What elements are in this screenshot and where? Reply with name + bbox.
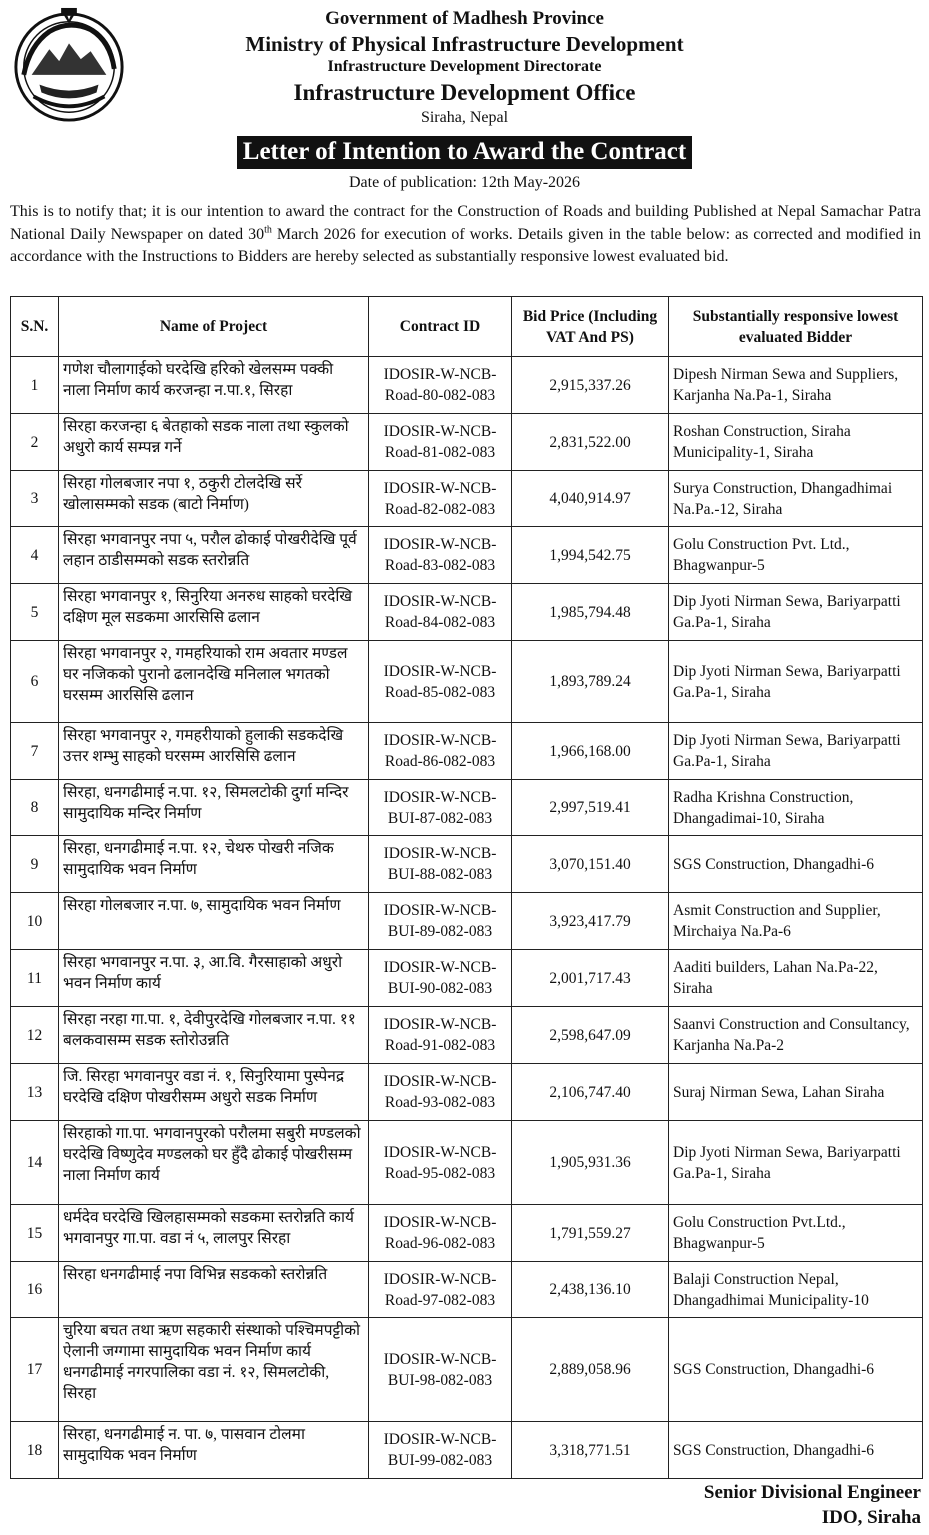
- publication-date: Date of publication: 12th May-2026: [348, 174, 581, 191]
- table-row: [11, 1318, 923, 1422]
- bid-price-cell: 2,831,522.00: [512, 414, 669, 471]
- bidder-cell: Golu Construction Pvt.Ltd., Bhagwanpur-5: [669, 1205, 923, 1262]
- project-name-cell: सिरहाको गा.पा. भगवानपुरको परौलमा सबुरी मण्डलको घरदेखि विष्णुदेव मण्डलको घर हुँदै ढोकाई पोखरीसम्म नाला निर्माण कार्य: [59, 1121, 369, 1205]
- contract-id-cell: IDOSIR-W-NCB-Road-84-082-083: [369, 584, 512, 641]
- intro-date-suffix: th: [264, 224, 272, 236]
- project-name-cell: सिरहा भगवानपुर नपा ५, परौल ढोकाई पोखरीदेखि पूर्व लहान ठाडीसम्मको सडक स्तरोन्नति: [59, 527, 369, 584]
- table-row: [11, 1121, 923, 1205]
- table-row: [11, 584, 923, 641]
- project-name-cell: चुरिया बचत तथा ऋण सहकारी संस्थाको पश्चिमपट्टीको ऐलानी जग्गामा सामुदायिक भवन निर्माण कार्य धनगढीमाई नगरपालिका वडा नं. १२, सिमलटोकी, सिरहा: [59, 1318, 369, 1422]
- bid-price-cell: 1,905,931.36: [512, 1121, 669, 1205]
- bidder-cell: Dipesh Nirman Sewa and Suppliers, Karjanha Na.Pa-1, Siraha: [669, 357, 923, 414]
- contract-id-cell: IDOSIR-W-NCB-BUI-89-082-083: [369, 893, 512, 950]
- government-name: Government of Madhesh Province: [325, 8, 604, 29]
- serial-number-cell: 12: [11, 1007, 59, 1064]
- bidder-cell: Radha Krishna Construction, Dhangadimai-10, Siraha: [669, 780, 923, 836]
- project-name-cell: सिरहा भगवानपुर २, गमहरीयाको हुलाकी सडकदेखि उत्तर शम्भु साहको घरसम्म आरसिसि ढलान: [59, 723, 369, 780]
- serial-number-cell: 16: [11, 1262, 59, 1318]
- project-name-cell: गणेश चौलागाईको घरदेखि हरिको खेलसम्म पक्की नाला निर्माण कार्य करजन्हा न.पा.१, सिरहा: [59, 357, 369, 414]
- intro-text-end: March 2026 for execution of works. Details given in the table below: as corrected and modified in accordance with the Instructions to Bidders are hereby selected as substantially responsive lowest evaluated bid.: [10, 225, 921, 265]
- contract-id-cell: IDOSIR-W-NCB-BUI-90-082-083: [369, 950, 512, 1007]
- table-row: [11, 780, 923, 836]
- bidder-cell: Roshan Construction, Siraha Municipality-1, Siraha: [669, 414, 923, 471]
- project-name-cell: सिरहा भगवानपुर न.पा. ३, आ.वि. गैरसाहाको अधुरो भवन निर्माण कार्य: [59, 950, 369, 1007]
- bidder-cell: Dip Jyoti Nirman Sewa, Bariyarpatti Ga.Pa-1, Siraha: [669, 1121, 923, 1205]
- table-row: [11, 1007, 923, 1064]
- project-name-cell: सिरहा गोलबजार न.पा. ७, सामुदायिक भवन निर्माण: [59, 893, 369, 950]
- serial-number-cell: 5: [11, 584, 59, 641]
- bidder-cell: Saanvi Construction and Consultancy, Karjanha Na.Pa-2: [669, 1007, 923, 1064]
- contract-id-cell: IDOSIR-W-NCB-Road-81-082-083: [369, 414, 512, 471]
- serial-number-cell: 15: [11, 1205, 59, 1262]
- signatory-office: IDO, Siraha: [821, 1507, 921, 1528]
- column-header-bid-price: Bid Price (Including VAT And PS): [512, 297, 669, 357]
- column-header-sn: S.N.: [11, 297, 59, 357]
- signatory-title: Senior Divisional Engineer: [703, 1482, 921, 1503]
- bid-price-cell: 1,985,794.48: [512, 584, 669, 641]
- table-row: [11, 1262, 923, 1318]
- serial-number-cell: 1: [11, 357, 59, 414]
- bid-price-cell: 2,001,717.43: [512, 950, 669, 1007]
- table-row: [11, 836, 923, 893]
- project-name-cell: सिरहा, धनगढीमाई न.पा. १२, चेथरु पोखरी नजिक सामुदायिक भवन निर्माण: [59, 836, 369, 893]
- directorate-name: Infrastructure Development Directorate: [327, 58, 602, 75]
- bid-price-cell: 1,966,168.00: [512, 723, 669, 780]
- column-header-bidder: Substantially responsive lowest evaluated Bidder: [669, 297, 923, 357]
- serial-number-cell: 11: [11, 950, 59, 1007]
- table-row: [11, 641, 923, 723]
- bidder-cell: Golu Construction Pvt. Ltd., Bhagwanpur-5: [669, 527, 923, 584]
- serial-number-cell: 9: [11, 836, 59, 893]
- project-name-cell: सिरहा, धनगढीमाई न. पा. ७, पासवान टोलमा सामुदायिक भवन निर्माण: [59, 1422, 369, 1479]
- bid-price-cell: 3,318,771.51: [512, 1422, 669, 1479]
- project-name-cell: सिरहा धनगढीमाई नपा विभिन्न सडकको स्तरोन्नति: [59, 1262, 369, 1318]
- bidder-cell: Dip Jyoti Nirman Sewa, Bariyarpatti Ga.Pa-1, Siraha: [669, 584, 923, 641]
- table-row: [11, 471, 923, 527]
- project-name-cell: धर्मदेव घरदेखि खिलहासम्मको सडकमा स्तरोन्नति कार्य भगवानपुर गा.पा. वडा नं ५, लालपुर सिरहा: [59, 1205, 369, 1262]
- serial-number-cell: 6: [11, 641, 59, 723]
- table-row: [11, 527, 923, 584]
- table-row: [11, 357, 923, 414]
- notice-title: Letter of Intention to Award the Contract: [237, 136, 692, 169]
- bid-price-cell: 3,070,151.40: [512, 836, 669, 893]
- contract-id-cell: IDOSIR-W-NCB-Road-95-082-083: [369, 1121, 512, 1205]
- bidder-cell: Dip Jyoti Nirman Sewa, Bariyarpatti Ga.Pa-1, Siraha: [669, 641, 923, 723]
- contract-id-cell: IDOSIR-W-NCB-BUI-87-082-083: [369, 780, 512, 836]
- project-name-cell: सिरहा भगवानपुर १, सिनुरिया अनरुध साहको घरदेखि दक्षिण मूल सडकमा आरसिसि ढलान: [59, 584, 369, 641]
- award-table-body: [11, 357, 923, 1479]
- column-header-project: Name of Project: [59, 297, 369, 357]
- bidder-cell: Dip Jyoti Nirman Sewa, Bariyarpatti Ga.Pa-1, Siraha: [669, 723, 923, 780]
- serial-number-cell: 14: [11, 1121, 59, 1205]
- office-name: Infrastructure Development Office: [293, 80, 636, 105]
- office-location: Siraha, Nepal: [420, 109, 509, 126]
- intro-paragraph: [10, 201, 921, 269]
- table-row: [11, 1422, 923, 1479]
- table-row: [11, 950, 923, 1007]
- serial-number-cell: 8: [11, 780, 59, 836]
- bid-price-cell: 2,997,519.41: [512, 780, 669, 836]
- bid-price-cell: 2,106,747.40: [512, 1064, 669, 1121]
- table-header-row: [11, 297, 923, 357]
- project-name-cell: सिरहा भगवानपुर २, गमहरियाको राम अवतार मण्डल घर नजिकको पुरानो ढलानदेखि मनिलाल भगतको घरसम्म आरसिसि ढलान: [59, 641, 369, 723]
- intro-text-start: This is to notify that; it is our intention to award the contract for the Construction of Roads and building Published at Nepal Samachar Patra National Daily Newspaper on dated 30: [10, 203, 921, 243]
- serial-number-cell: 17: [11, 1318, 59, 1422]
- project-name-cell: जि. सिरहा भगवानपुर वडा नं. १, सिनुरियामा पुस्पेनद्र घरदेखि दक्षिण पोखरीसम्म अधुरो सडक निर्माण: [59, 1064, 369, 1121]
- bidder-cell: SGS Construction, Dhangadhi-6: [669, 1318, 923, 1422]
- serial-number-cell: 7: [11, 723, 59, 780]
- table-row: [11, 893, 923, 950]
- table-row: [11, 1205, 923, 1262]
- contract-id-cell: IDOSIR-W-NCB-Road-91-082-083: [369, 1007, 512, 1064]
- bid-price-cell: 2,915,337.26: [512, 357, 669, 414]
- bidder-cell: Suraj Nirman Sewa, Lahan Siraha: [669, 1064, 923, 1121]
- contract-id-cell: IDOSIR-W-NCB-BUI-99-082-083: [369, 1422, 512, 1479]
- contract-id-cell: IDOSIR-W-NCB-Road-85-082-083: [369, 641, 512, 723]
- serial-number-cell: 2: [11, 414, 59, 471]
- bidder-cell: Balaji Construction Nepal, Dhangadhimai Municipality-10: [669, 1262, 923, 1318]
- bid-price-cell: 1,791,559.27: [512, 1205, 669, 1262]
- contract-id-cell: IDOSIR-W-NCB-Road-82-082-083: [369, 471, 512, 527]
- contract-id-cell: IDOSIR-W-NCB-Road-97-082-083: [369, 1262, 512, 1318]
- table-row: [11, 1064, 923, 1121]
- contract-id-cell: IDOSIR-W-NCB-Road-86-082-083: [369, 723, 512, 780]
- contract-id-cell: IDOSIR-W-NCB-Road-93-082-083: [369, 1064, 512, 1121]
- bid-price-cell: 1,994,542.75: [512, 527, 669, 584]
- serial-number-cell: 13: [11, 1064, 59, 1121]
- serial-number-cell: 3: [11, 471, 59, 527]
- bid-price-cell: 2,438,136.10: [512, 1262, 669, 1318]
- serial-number-cell: 10: [11, 893, 59, 950]
- award-table: [10, 296, 923, 1479]
- notice-title-wrapper: [0, 136, 929, 169]
- table-row: [11, 414, 923, 471]
- contract-id-cell: IDOSIR-W-NCB-BUI-98-082-083: [369, 1318, 512, 1422]
- letterhead: [0, 0, 929, 133]
- contract-id-cell: IDOSIR-W-NCB-BUI-88-082-083: [369, 836, 512, 893]
- ministry-name: Ministry of Physical Infrastructure Development: [245, 32, 684, 56]
- bidder-cell: Surya Construction, Dhangadhimai Na.Pa.-12, Siraha: [669, 471, 923, 527]
- contract-id-cell: IDOSIR-W-NCB-Road-83-082-083: [369, 527, 512, 584]
- project-name-cell: सिरहा नरहा गा.पा. १, देवीपुरदेखि गोलबजार न.पा. ११ बलकवासम्म सडक स्तोरोउन्नति: [59, 1007, 369, 1064]
- bidder-cell: Aaditi builders, Lahan Na.Pa-22, Siraha: [669, 950, 923, 1007]
- project-name-cell: सिरहा, धनगढीमाई न.पा. १२, सिमलटोकी दुर्गा मन्दिर सामुदायिक मन्दिर निर्माण: [59, 780, 369, 836]
- bid-price-cell: 3,923,417.79: [512, 893, 669, 950]
- bid-price-cell: 4,040,914.97: [512, 471, 669, 527]
- project-name-cell: सिरहा गोलबजार नपा १, ठकुरी टोलदेखि सर्रे खोलासम्मको सडक (बाटो निर्माण): [59, 471, 369, 527]
- bid-price-cell: 1,893,789.24: [512, 641, 669, 723]
- contract-id-cell: IDOSIR-W-NCB-Road-96-082-083: [369, 1205, 512, 1262]
- project-name-cell: सिरहा करजन्हा ६ बेतहाको सडक नाला तथा स्कुलको अधुरो कार्य सम्पन्न गर्ने: [59, 414, 369, 471]
- contract-id-cell: IDOSIR-W-NCB-Road-80-082-083: [369, 357, 512, 414]
- serial-number-cell: 4: [11, 527, 59, 584]
- bid-price-cell: 2,598,647.09: [512, 1007, 669, 1064]
- table-row: [11, 723, 923, 780]
- bidder-cell: Asmit Construction and Supplier, Mirchaiya Na.Pa-6: [669, 893, 923, 950]
- bidder-cell: SGS Construction, Dhangadhi-6: [669, 1422, 923, 1479]
- column-header-contract-id: Contract ID: [369, 297, 512, 357]
- bidder-cell: SGS Construction, Dhangadhi-6: [669, 836, 923, 893]
- bid-price-cell: 2,889,058.96: [512, 1318, 669, 1422]
- serial-number-cell: 18: [11, 1422, 59, 1479]
